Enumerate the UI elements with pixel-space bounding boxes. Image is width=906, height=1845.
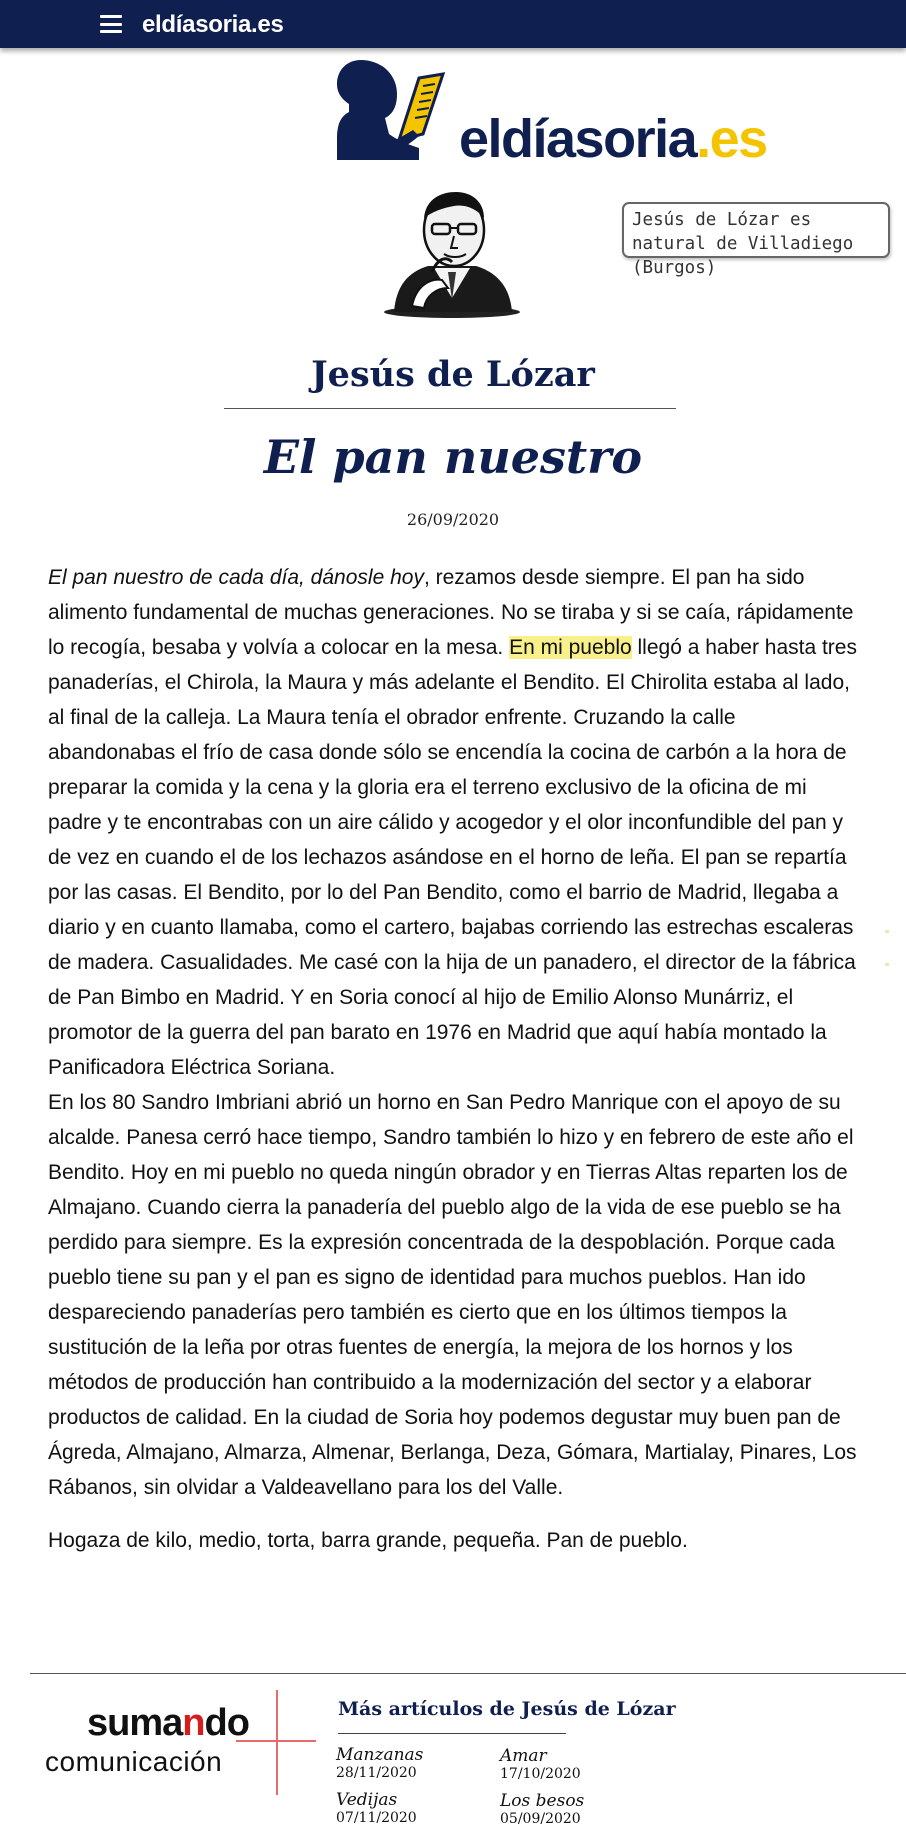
hamburger-menu-icon[interactable] — [100, 15, 122, 33]
site-name-link[interactable]: eldíasoria.es — [142, 11, 284, 38]
footer-divider — [30, 1673, 906, 1674]
more-article-title[interactable]: Los besos — [500, 1791, 585, 1811]
article-paragraph: El pan nuestro de cada día, dánosle hoy, rezamos desde siempre. El pan ha sido alimento fundamental de muchas generaciones. No se tiraba y si se caía, rápidamente lo recogía, besaba y volvía a colocar en la mesa. En mi pueblo llegó a haber hasta tres panaderías, el Chirola, la Maura y más adelante el Bendito. El Chirolita estaba al lado, al final de la calleja. La Maura tenía el obrador enfrente. Cruzando la calle abandonabas el frío de casa donde sólo se encendía la cocina de carbón a la hora de preparar la comida y la cena y la gloria era el terreno exclusivo de la oficina de mi padre y te encontrabas con un aire cálido y acogedor y el olor inconfundible del pan y de vez en cuando el de los lechazos asándose en el horno de leña. El pan se repartía por las casas. El Bendito, por lo del Pan Bendito, como el barrio de Madrid, llegaba a diario y en cuanto llamaba, como el cartero, bajabas corriendo las estrechas escaleras de madera. Casualidades. Me casé con la hija de un panadero, el director de la fábrica de Pan Bimbo en Madrid. Y en Soria conocí al hijo de Emilio Alonso Munárriz, el promotor de la guerra del pan barato en 1976 en Madrid que aquí había montado la Panificadora Eléctrica Soriana. — [48, 566, 857, 1079]
more-article-date: 17/10/2020 — [500, 1766, 581, 1782]
article-title: El pan nuestro — [263, 430, 643, 484]
more-article-item[interactable] — [500, 1791, 584, 1828]
more-article-date: 28/11/2020 — [336, 1765, 417, 1781]
author-divider — [224, 408, 676, 409]
author-portrait-illustration — [372, 188, 532, 320]
plus-cross-icon — [236, 1740, 316, 1742]
top-navigation-bar — [0, 0, 906, 48]
sponsor-logo[interactable] — [40, 1690, 285, 1800]
more-articles-divider — [338, 1733, 566, 1734]
more-articles-heading: Más artículos de Jesús de Lózar — [338, 1698, 676, 1720]
author-bio-tooltip: Jesús de Lózar es natural de Villadiego (Burgos) — [622, 202, 890, 258]
article-body — [48, 560, 858, 1558]
more-article-date: 05/09/2020 — [500, 1811, 581, 1827]
reading-person-logo-icon — [327, 54, 457, 166]
article-date: 26/09/2020 — [406, 510, 500, 529]
more-article-item[interactable] — [336, 1745, 423, 1782]
author-name-heading: Jesús de Lózar — [311, 354, 595, 395]
decorative-mark — [885, 963, 889, 966]
more-article-date: 07/11/2020 — [336, 1810, 417, 1826]
sponsor-subtitle: comunicación — [45, 1746, 223, 1777]
article-paragraph: Hogaza de kilo, medio, torta, barra grande, pequeña. Pan de pueblo. — [48, 1529, 688, 1552]
more-article-title[interactable]: Manzanas — [336, 1745, 424, 1765]
decorative-mark — [885, 930, 889, 933]
more-article-title[interactable]: Vedijas — [336, 1790, 398, 1810]
article-paragraph: En los 80 Sandro Imbriani abrió un horno en San Pedro Manrique con el apoyo de su alcalde. Panesa cerró hace tiempo, Sandro también lo hizo y en febrero de este año el Bendito. Hoy en mi pueblo no queda ningún obrador y en Tierras Altas reparten los de Almajano. Cuando cierra la panadería del pueblo algo de la vida de ese pueblo se ha perdido para siempre. Es la expresión concentrada de la despoblación. Porque cada pueblo tiene su pan y el pan es signo de identidad para muchos pueblos. Han ido despareciendo panaderías pero también es cierto que en los últimos tiempos la sustitución de la leña por otras fuentes de energía, la mejora de los hornos y los métodos de producción han contribuido a la modernización del sector y a elaborar productos de calidad. En la ciudad de Soria hoy podemos degustar muy buen pan de Ágreda, Almajano, Almarza, Almenar, Berlanga, Deza, Gómara, Martialay, Pinares, Los Rábanos, sin olvidar a Valdeavellano para los del Valle. — [48, 1091, 857, 1499]
highlighted-text: En mi pueblo — [509, 636, 632, 659]
more-article-title[interactable]: Amar — [500, 1746, 547, 1766]
paragraph-intro-quote: El pan nuestro de cada día, dánosle hoy — [48, 566, 424, 589]
plus-cross-icon — [276, 1690, 278, 1795]
sponsor-name: sumando — [87, 1702, 249, 1744]
more-article-item[interactable] — [336, 1790, 417, 1827]
site-logo[interactable] — [327, 54, 787, 169]
logo-text: eldíasoria.es — [459, 109, 767, 169]
more-article-item[interactable] — [500, 1746, 581, 1783]
